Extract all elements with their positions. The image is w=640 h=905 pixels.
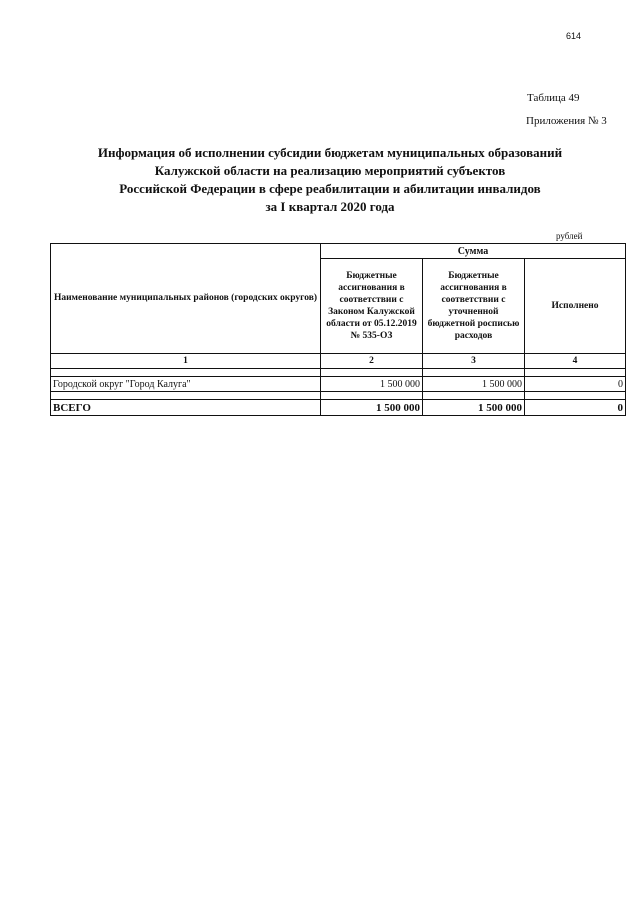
title-line-4: за I квартал 2020 года <box>265 199 395 214</box>
row-name: Городской округ "Город Калуга" <box>51 377 321 392</box>
row-col2: 1 500 000 <box>321 377 423 392</box>
spacer-row <box>51 369 626 377</box>
header-col2: Бюджетные ассигнования в соответствии с Законом Калужской области от 05.12.2019 № 535-ОЗ <box>321 259 423 354</box>
header-name: Наименование муниципальных районов (городских округов) <box>51 244 321 354</box>
spacer-row <box>51 392 626 400</box>
table-row <box>51 377 626 392</box>
total-col2: 1 500 000 <box>321 400 423 416</box>
total-col4: 0 <box>525 400 626 416</box>
column-number-2: 2 <box>321 354 423 369</box>
header-sum: Сумма <box>321 244 626 259</box>
total-row <box>51 400 626 416</box>
appendix-label: Приложения № 3 <box>526 115 607 127</box>
title-line-3: Российской Федерации в сфере реабилитации и абилитации инвалидов <box>119 181 541 196</box>
header-row-1 <box>51 244 626 259</box>
total-name: ВСЕГО <box>51 400 321 416</box>
column-number-3: 3 <box>423 354 525 369</box>
row-col4: 0 <box>525 377 626 392</box>
page-number: 614 <box>566 31 582 41</box>
column-number-row <box>51 354 626 369</box>
title-line-1: Информация об исполнении субсидии бюджетам муниципальных образований <box>97 145 563 160</box>
title-line-2: Калужской области на реализацию мероприятий субъектов <box>154 163 506 178</box>
document-title <box>40 144 620 216</box>
column-number-1: 1 <box>51 354 321 369</box>
table-label: Таблица 49 <box>527 92 580 104</box>
column-number-4: 4 <box>525 354 626 369</box>
header-col4: Исполнено <box>525 259 626 354</box>
header-col3: Бюджетные ассигнования в соответствии с уточненной бюджетной росписью расходов <box>423 259 525 354</box>
report-table <box>50 243 626 416</box>
total-col3: 1 500 000 <box>423 400 525 416</box>
row-col3: 1 500 000 <box>423 377 525 392</box>
units-label: рублей <box>556 231 583 241</box>
